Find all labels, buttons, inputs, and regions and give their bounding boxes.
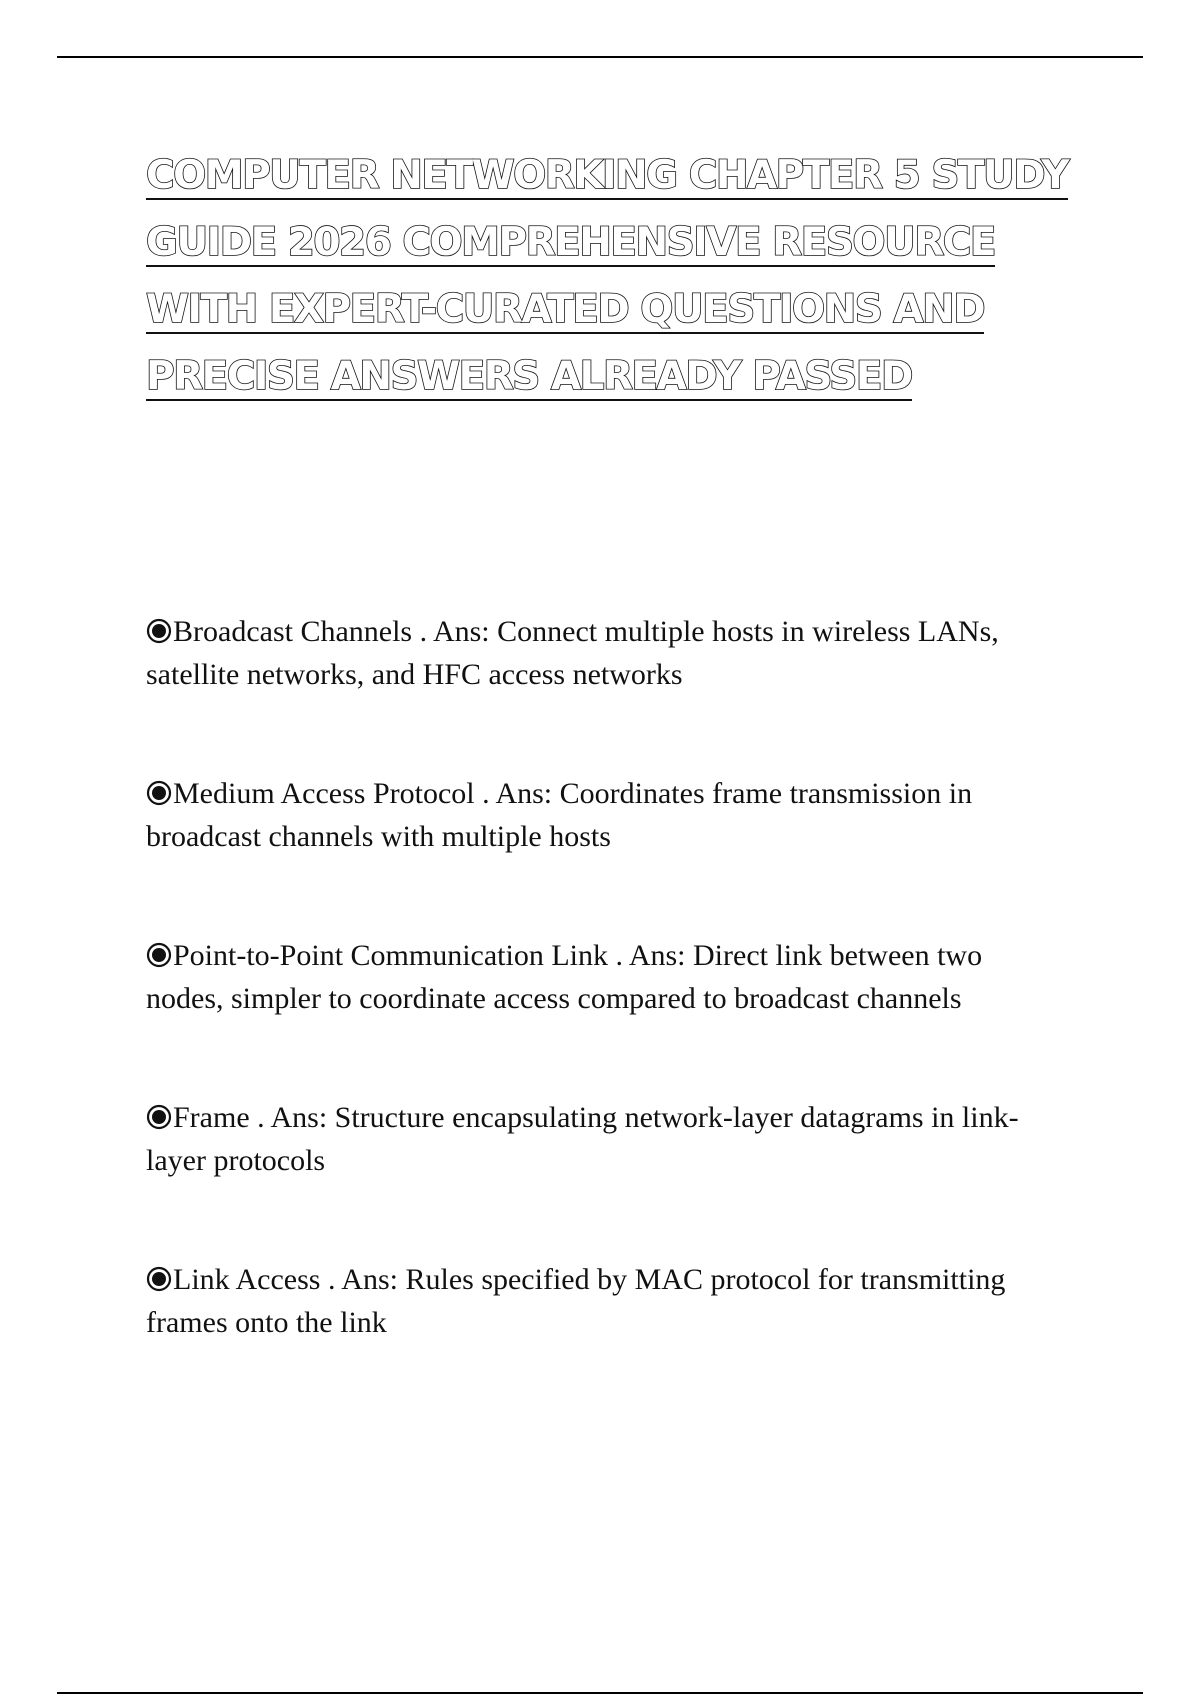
qa-item (146, 934, 1086, 1020)
fisheye-bullet-icon (146, 1104, 172, 1130)
fisheye-bullet-icon (146, 942, 172, 968)
qa-item (146, 1258, 1086, 1344)
title-line: WITH EXPERT-CURATED QUESTIONS AND (146, 287, 985, 332)
bottom-divider (57, 1692, 1143, 1694)
qa-item (146, 1096, 1086, 1182)
title-line: GUIDE 2026 COMPREHENSIVE RESOURCE (146, 220, 996, 265)
qa-text-line-2: broadcast channels with multiple hosts (146, 820, 611, 853)
qa-list (146, 610, 1086, 1420)
qa-text-line-2: layer protocols (146, 1144, 326, 1177)
qa-text-line-1: Broadcast Channels . Ans: Connect multiple hosts in wireless LANs, (173, 615, 999, 648)
qa-text-line-1: Point-to-Point Communication Link . Ans: Direct link between two (173, 939, 983, 972)
qa-item (146, 772, 1086, 858)
fisheye-bullet-icon (146, 780, 172, 806)
qa-text-line-2: satellite networks, and HFC access networks (146, 658, 683, 691)
qa-item (146, 610, 1086, 696)
qa-text-line-2: frames onto the link (146, 1306, 387, 1339)
top-divider (57, 56, 1143, 58)
fisheye-bullet-icon (146, 1266, 172, 1292)
qa-text-line-1: Frame . Ans: Structure encapsulating network-layer datagrams in link- (173, 1101, 1019, 1134)
qa-text-line-2: nodes, simpler to coordinate access compared to broadcast channels (146, 982, 962, 1015)
document-title (146, 142, 1106, 410)
title-line: PRECISE ANSWERS ALREADY PASSED (146, 354, 912, 399)
fisheye-bullet-icon (146, 618, 172, 644)
qa-text-line-1: Medium Access Protocol . Ans: Coordinates frame transmission in (173, 777, 973, 810)
qa-text-line-1: Link Access . Ans: Rules specified by MAC protocol for transmitting (173, 1263, 1006, 1296)
title-line: COMPUTER NETWORKING CHAPTER 5 STUDY (146, 153, 1068, 198)
